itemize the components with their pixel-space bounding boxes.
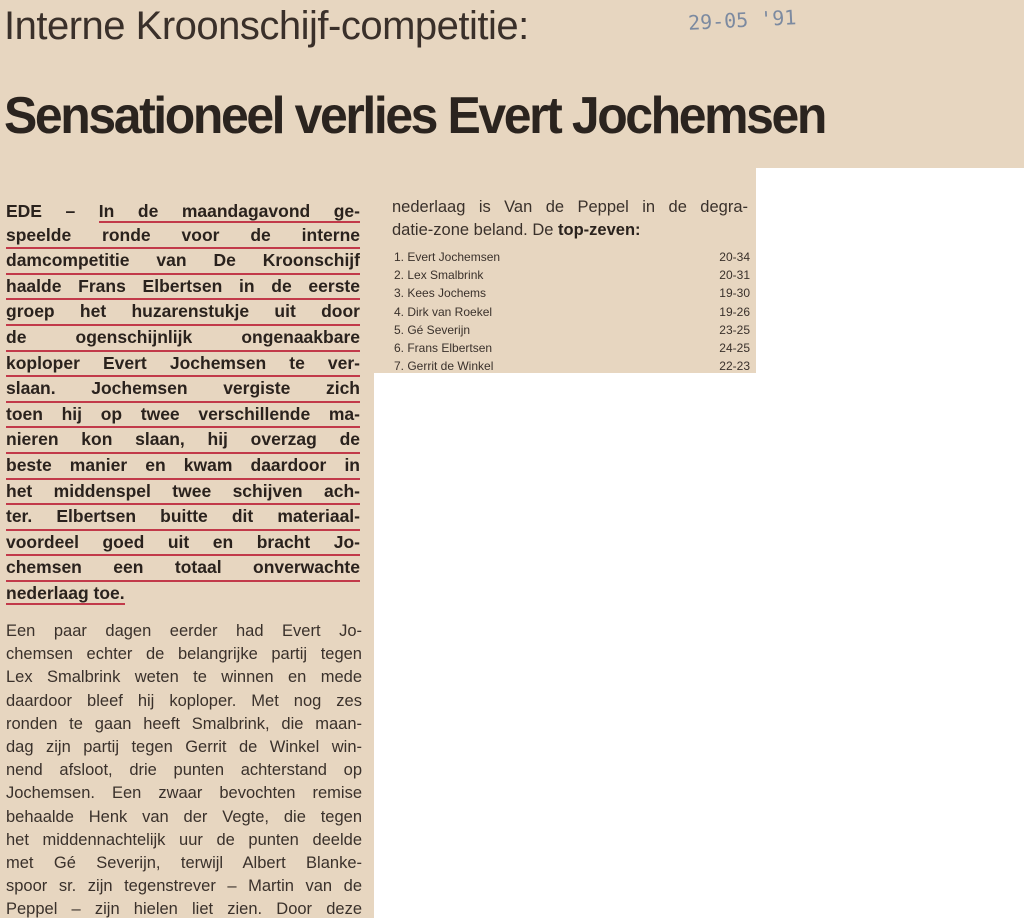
lead-paragraph [6, 200, 360, 606]
body-line: Lex Smalbrink weten te winnen en mede [6, 668, 362, 687]
standings-row [392, 248, 752, 266]
lead-line: groep het huzarenstukje uit door [6, 300, 360, 326]
body-line: met Gé Severijn, terwijl Albert Blanke- [6, 853, 362, 872]
player-score: 19-26 [719, 304, 750, 319]
lead-line: ter. Elbertsen buitte dit materiaal- [6, 505, 360, 531]
player-score: 23-25 [719, 322, 750, 337]
player-score: 19-30 [719, 286, 750, 301]
lead-line: damcompetitie van De Kroonschijf [6, 249, 360, 275]
lead-line: toen hij op twee verschillende ma- [6, 403, 360, 429]
top-zeven-label: top-zeven: [558, 220, 641, 239]
player-score: 20-34 [719, 250, 750, 264]
body-line: chemsen echter de belangrijke partij tegen [6, 645, 362, 664]
lead-line: chemsen een totaal onverwachte [6, 556, 360, 582]
lead-line: de ogenschijnlijk ongenaakbare [6, 326, 360, 352]
lead-line: slaan. Jochemsen vergiste zich [6, 377, 360, 403]
right-line-prefix: datie-zone beland. De [392, 220, 559, 239]
player-name: 5. Gé Severijn [394, 322, 471, 337]
headline: Sensationeel verlies Evert Jochemsen [4, 87, 825, 145]
body-line: daardoor bleef hij koploper. Met nog zes [6, 691, 362, 710]
player-score: 22-23 [719, 359, 750, 374]
lead-line: nieren kon slaan, hij overzag de [6, 428, 360, 454]
lead-line: speelde ronde voor de interne [6, 224, 360, 250]
lead-line: beste manier en kwam daardoor in [6, 454, 360, 480]
right-line [392, 219, 748, 242]
player-name: 7. Gerrit de Winkel [394, 359, 494, 374]
player-score: 24-25 [719, 340, 750, 355]
lead-line [6, 582, 360, 606]
lead-line: het middenspel twee schijven ach- [6, 480, 360, 506]
lead-line-text: In de maandagavond ge- [98, 201, 360, 221]
lead-line: haalde Frans Elbertsen in de eerste [6, 275, 360, 301]
standings-row [392, 357, 752, 375]
right-column-text [392, 196, 748, 241]
handwritten-date: 29-05 '91 [687, 5, 797, 35]
player-score: 20-31 [719, 268, 750, 283]
body-line: spoor sr. zijn tegenstrever – Martin van de [6, 877, 362, 896]
player-name: 3. Kees Jochems [394, 286, 487, 301]
player-name: 2. Lex Smalbrink [394, 268, 484, 283]
standings-row [392, 303, 752, 321]
body-line: Jochemsen. Een zwaar bevochten remise [6, 784, 362, 803]
body-line: behaalde Henk van der Vegte, die tegen [6, 807, 362, 826]
body-line: nend afsloot, drie punten achterstand op [6, 761, 362, 780]
lead-line-text: nederlaag toe. [6, 582, 125, 603]
body-line: het middennachtelijk uur de punten deelde [6, 830, 362, 849]
standings-row [392, 284, 752, 302]
standings-row [392, 266, 752, 284]
standings-row [392, 339, 752, 357]
player-name: 6. Frans Elbertsen [394, 340, 493, 355]
right-line: nederlaag is Van de Peppel in de degra- [392, 198, 748, 216]
lead-line [6, 200, 360, 224]
lead-line: koploper Evert Jochemsen te ver- [6, 352, 360, 378]
standings-row [392, 321, 752, 339]
body-line: dag zijn partij tegen Gerrit de Winkel win- [6, 737, 362, 756]
body-line: Een paar dagen eerder had Evert Jo- [6, 622, 362, 640]
dateline: EDE – [6, 201, 76, 221]
body-line: ronden te gaan heeft Smalbrink, die maan- [6, 714, 362, 733]
player-name: 1. Evert Jochemsen [394, 250, 501, 264]
player-name: 4. Dirk van Roekel [394, 304, 493, 319]
body-paragraph [6, 620, 362, 921]
standings-table [392, 248, 752, 375]
kicker-title: Interne Kroonschijf-competitie: [4, 4, 529, 48]
body-line: Peppel – zijn hielen liet zien. Door deze [6, 900, 362, 919]
lead-line: voordeel goed uit en bracht Jo- [6, 531, 360, 557]
